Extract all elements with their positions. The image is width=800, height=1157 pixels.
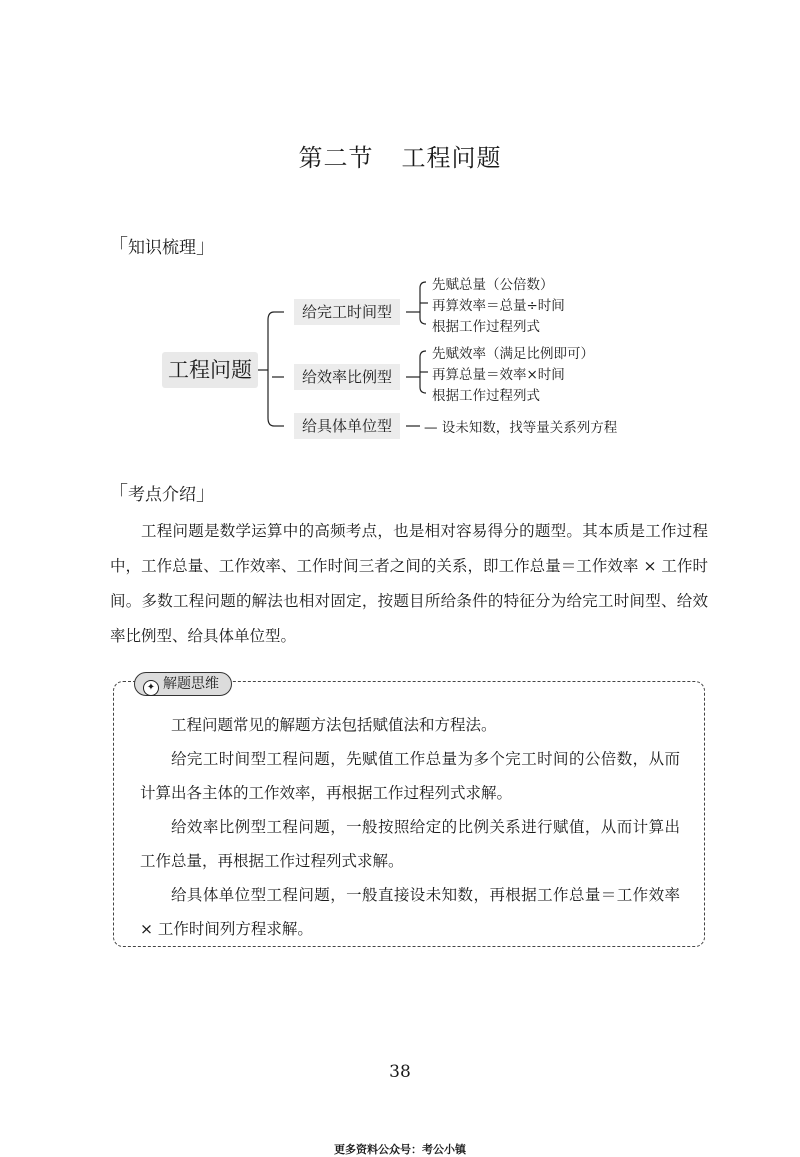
mindmap-leaf: 根据工作过程列式: [432, 388, 540, 404]
section-name: 工程问题: [401, 144, 502, 172]
exam-heading: 「考点介绍」: [108, 481, 216, 505]
mindmap-leaf: 再算总量＝效率×时间: [432, 367, 565, 383]
section-number: 第二节: [298, 144, 374, 172]
mindmap-leaf: 根据工作过程列式: [432, 319, 540, 335]
mindmap-branch-3: 给具体单位型: [294, 413, 400, 439]
mindmap-leaf: 先赋效率（满足比例即可）: [432, 346, 594, 362]
tips-paragraph: 工程问题常见的解题方法包括赋值法和方程法。: [171, 716, 497, 734]
intro-paragraph: 工程问题是数学运算中的高频考点，也是相对容易得分的题型。其本质是工作过程中，工作总量、工作效率、工作时间三者之间的关系，即工作总量＝工作效率 × 工作时间。多数工程问题的解法也相对固定，按题目所给条件的特征分为给完工时间型、给效率比例型、给具体单位型。: [110, 522, 708, 645]
lightbulb-icon: ✦: [143, 680, 159, 696]
mindmap-leaf: — 设未知数，找等量关系列方程: [424, 420, 618, 436]
tips-paragraph: 给具体单位型工程问题，一般直接设未知数，再根据工作总量＝工作效率 × 工作时间列方程求解。: [140, 886, 680, 938]
footer-note: 更多资料公众号：考公小镇: [334, 1143, 466, 1156]
mindmap-root: 工程问题: [162, 352, 258, 388]
mindmap-leaf: 先赋总量（公倍数）: [432, 277, 554, 293]
knowledge-heading: 「知识梳理」: [108, 234, 216, 258]
tips-box-tag: ✦ 解题思维: [134, 672, 232, 696]
tips-paragraph: 给完工时间型工程问题，先赋值工作总量为多个完工时间的公倍数，从而计算出各主体的工作效率，再根据工作过程列式求解。: [140, 750, 680, 802]
mindmap-branch-1: 给完工时间型: [294, 299, 400, 325]
mindmap-branch-2: 给效率比例型: [294, 364, 400, 390]
mindmap-leaf: 再算效率＝总量÷时间: [432, 298, 565, 314]
page-number: 38: [389, 1062, 411, 1082]
tips-paragraph: 给效率比例型工程问题，一般按照给定的比例关系进行赋值，从而计算出工作总量，再根据工作过程列式求解。: [140, 818, 680, 870]
